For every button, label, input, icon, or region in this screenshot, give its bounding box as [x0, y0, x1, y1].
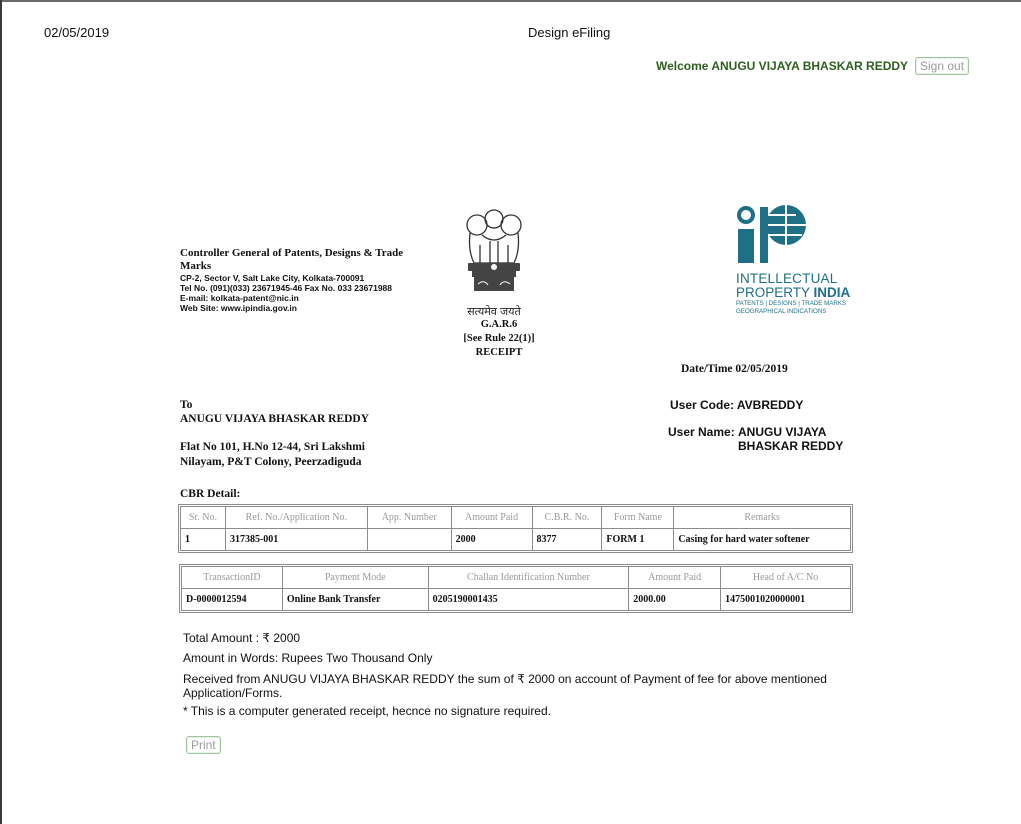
user-name-line1: ANUGU VIJAYA — [738, 425, 827, 439]
user-code: User Code: AVBREDDY — [670, 398, 804, 412]
table-cell: 1 — [181, 529, 226, 551]
table-cell: 8377 — [532, 529, 602, 551]
office-contact: Tel No. (091)(033) 23671945-46 Fax No. 033 23671988 — [180, 283, 393, 293]
table-cell: Casing for hard water softener — [674, 529, 851, 551]
table-row — [182, 589, 851, 611]
received-statement: Received from ANUGU VIJAYA BHASKAR REDDY the sum of ₹ 2000 on account of Payment of fee for above mentioned Application/Forms. — [183, 672, 827, 700]
recipient-address — [180, 440, 365, 470]
column-header: Form Name — [602, 507, 674, 529]
table-cell: 0205190001435 — [428, 589, 629, 611]
office-email: E-mail: kolkata-patent@nic.in — [180, 293, 299, 303]
office-website: Web Site: www.ipindia.gov.in — [180, 303, 297, 313]
sign-out-button[interactable]: Sign out — [915, 57, 969, 75]
table-cell: 2000 — [451, 529, 532, 551]
table-cell — [367, 529, 451, 551]
recipient-block — [180, 398, 369, 426]
welcome-message: Welcome ANUGU VIJAYA BHASKAR REDDY — [656, 59, 909, 73]
office-name: Controller General of Patents, Designs & Trade Marks — [180, 247, 404, 272]
form-reference-line1: G.A.R.6 — [480, 319, 518, 330]
recipient-name: ANUGU VIJAYA BHASKAR REDDY — [180, 413, 370, 425]
ip-logo-line2 — [736, 286, 866, 300]
ip-logo-line2-a: PROPERTY — [736, 285, 814, 300]
to-label: To — [180, 399, 193, 411]
column-header: TransactionID — [182, 567, 283, 589]
print-button[interactable]: Print — [186, 736, 221, 754]
national-emblem — [458, 205, 530, 317]
table-header-row — [181, 507, 851, 529]
office-address: CP-2, Sector V, Salt Lake City, Kolkata-700091 — [180, 273, 365, 283]
column-header: Remarks — [674, 507, 851, 529]
column-header: C.B.R. No. — [532, 507, 602, 529]
column-header: Ref. No./Application No. — [225, 507, 367, 529]
table-cell: 2000.00 — [629, 589, 721, 611]
column-header: Sr. No. — [181, 507, 226, 529]
office-address-block — [180, 247, 420, 313]
ip-india-logo — [736, 205, 866, 315]
receipt-note: * This is a computer generated receipt, hecnce no signature required. — [183, 704, 551, 718]
window-left-border — [0, 0, 2, 824]
national-emblem-icon — [460, 205, 528, 297]
transaction-table — [181, 566, 851, 611]
ip-logo-line2-b: INDIA — [813, 285, 851, 300]
receipt-datetime: Date/Time 02/05/2019 — [681, 363, 788, 375]
column-header: App. Number — [367, 507, 451, 529]
user-name-value — [738, 425, 843, 453]
ip-logo-line4: GEOGRAPHICAL INDICATIONS — [736, 307, 827, 315]
total-amount: Total Amount : ₹ 2000 — [183, 631, 301, 645]
emblem-motto: सत्यमेव जयते — [467, 306, 521, 318]
ip-logo-line1: INTELLECTUAL — [736, 271, 838, 286]
ip-india-logo-mark — [736, 205, 810, 263]
table-cell: D-0000012594 — [182, 589, 283, 611]
column-header: Head of A/C No — [721, 567, 851, 589]
table-cell: Online Bank Transfer — [282, 589, 428, 611]
cbr-detail-table — [180, 506, 851, 551]
user-name-line2: BHASKAR REDDY — [738, 439, 844, 453]
form-reference — [440, 318, 558, 360]
cbr-detail-title: CBR Detail: — [180, 488, 241, 500]
address-line2: Nilayam, P&T Colony, Peerzadiguda — [180, 456, 362, 468]
form-reference-line2: [See Rule 22(1)] — [463, 333, 535, 344]
form-reference-line3: RECEIPT — [475, 347, 523, 358]
table-cell: 1475001020000001 — [721, 589, 851, 611]
window-top-border — [0, 0, 1021, 2]
column-header: Amount Paid — [451, 507, 532, 529]
ip-logo-line3: PATENTS | DESIGNS | TRADE MARKS — [736, 300, 847, 307]
table-cell: 317385-001 — [225, 529, 367, 551]
table-header-row — [182, 567, 851, 589]
table-row — [181, 529, 851, 551]
column-header: Amount Paid — [629, 567, 721, 589]
address-line1: Flat No 101, H.No 12-44, Sri Lakshmi — [180, 441, 365, 453]
print-date: 02/05/2019 — [44, 25, 110, 40]
amount-in-words: Amount in Words: Rupees Two Thousand Only — [183, 651, 433, 665]
page-title: Design eFiling — [528, 25, 611, 40]
table-cell: FORM 1 — [602, 529, 674, 551]
user-name-label: User Name: — [668, 425, 735, 439]
column-header: Payment Mode — [282, 567, 428, 589]
column-header: Challan Identification Number — [428, 567, 629, 589]
